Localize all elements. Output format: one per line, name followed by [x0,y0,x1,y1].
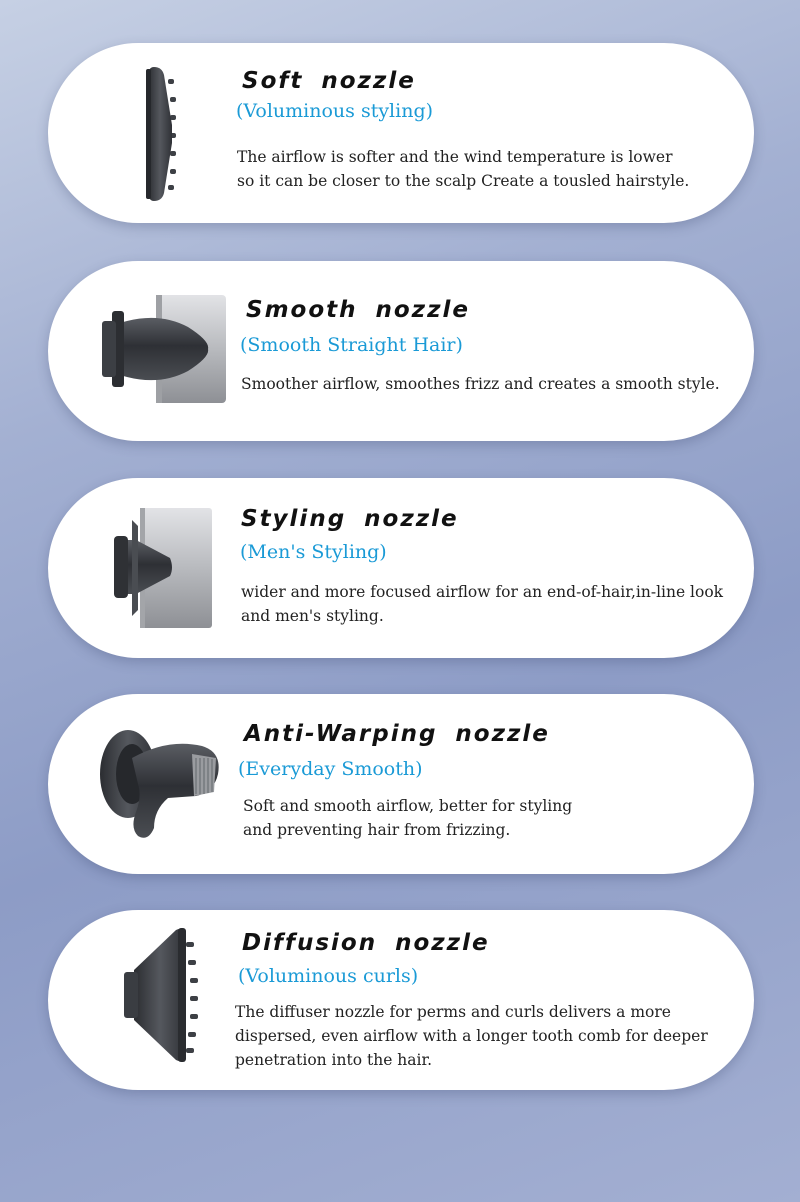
anti-warping-nozzle-icon [98,718,228,846]
nozzle-subtitle: (Voluminous curls) [238,965,419,987]
nozzle-card-anti-warping [48,694,754,874]
styling-nozzle-icon [108,506,214,630]
nozzle-card-styling [48,478,754,658]
nozzle-description: Smoother airflow, smoothes frizz and creates a smooth style. [241,375,720,393]
nozzle-card-soft [48,43,754,223]
nozzle-title: Anti-Warping nozzle [244,721,550,747]
nozzle-title: Soft nozzle [242,68,416,94]
smooth-nozzle-icon [98,293,228,405]
diffusion-nozzle-icon [120,924,206,1068]
nozzle-subtitle: (Voluminous styling) [236,100,434,122]
soft-nozzle-icon [142,63,188,205]
nozzle-subtitle: (Men's Styling) [240,541,387,563]
nozzle-card-smooth [48,261,754,441]
nozzle-description: The airflow is softer and the wind temperature is lower so it can be closer to the scalp Create a tousled hairstyle. [237,148,690,190]
nozzle-subtitle: (Smooth Straight Hair) [240,334,463,356]
nozzle-title: Styling nozzle [241,506,459,532]
nozzle-title: Diffusion nozzle [242,930,490,956]
nozzle-description: The diffuser nozzle for perms and curls delivers a more dispersed, even airflow with a longer tooth comb for deeper penetration into the hair. [235,1003,708,1069]
nozzle-card-diffusion [48,910,754,1090]
nozzle-description: wider and more focused airflow for an end-of-hair,in-line look and men's styling. [241,583,724,625]
nozzle-title: Smooth nozzle [246,297,470,323]
nozzle-description: Soft and smooth airflow, better for styling and preventing hair from frizzing. [243,797,573,839]
nozzle-subtitle: (Everyday Smooth) [238,758,423,780]
